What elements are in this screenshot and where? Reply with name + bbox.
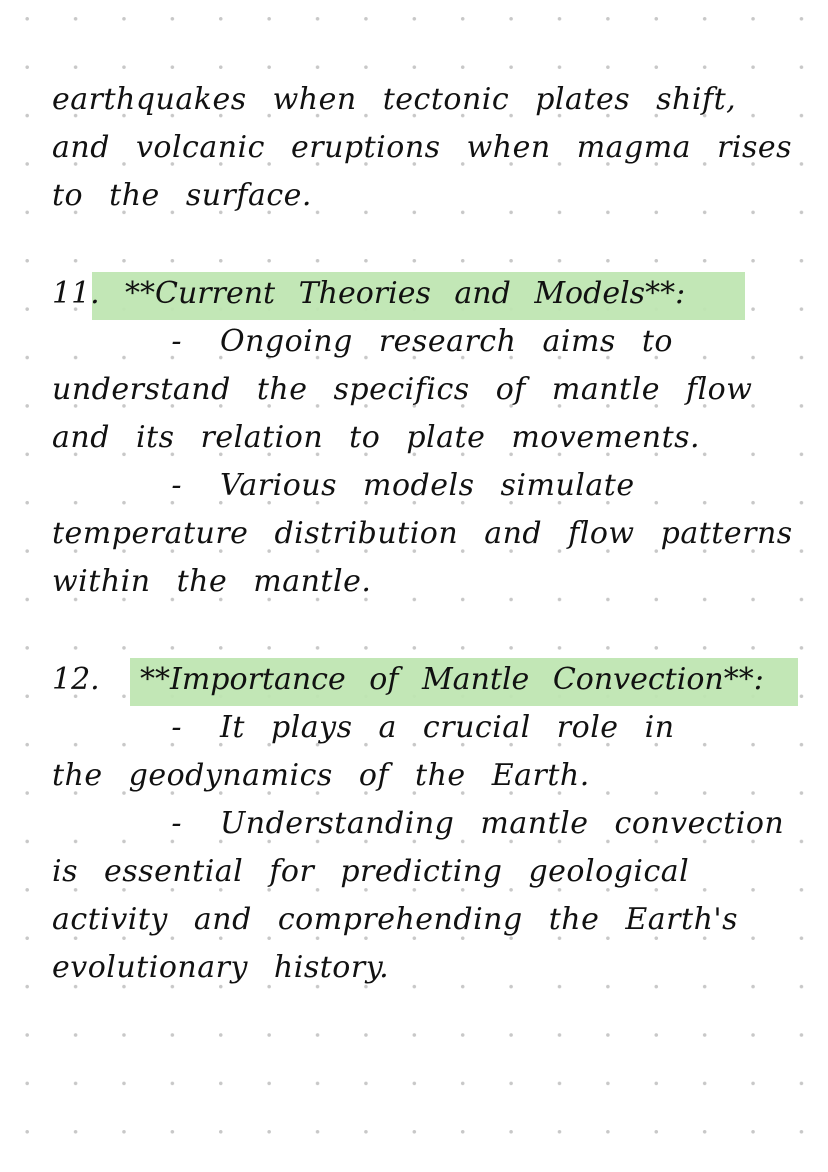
text-line: is essential for predicting geological <box>52 854 690 889</box>
section-heading: **Importance of Mantle Convection**: <box>140 662 764 697</box>
bullet-item <box>52 708 675 748</box>
bullet-text: Ongoing research aims to <box>220 324 673 359</box>
bullet-dash: - <box>171 324 182 359</box>
bullet-item <box>52 322 673 362</box>
bullet-dash: - <box>171 806 182 841</box>
bullet-dash: - <box>171 710 182 745</box>
section-number: 12. <box>52 662 100 697</box>
section-number: 11. <box>52 276 100 311</box>
intro-line: to the surface. <box>52 178 312 213</box>
text-line: temperature distribution and flow patterns <box>52 516 793 551</box>
text-line: activity and comprehending the Earth's <box>52 902 739 937</box>
bullet-dash: - <box>171 468 182 503</box>
intro-line: earthquakes when tectonic plates shift, <box>52 82 737 117</box>
bullet-text: It plays a crucial role in <box>220 710 675 745</box>
bullet-item <box>52 804 784 844</box>
text-line: within the mantle. <box>52 564 372 599</box>
bullet-text: Understanding mantle convection <box>220 806 785 841</box>
text-line: evolutionary history. <box>52 950 390 985</box>
text-line: and its relation to plate movements. <box>52 420 701 455</box>
text-line: understand the specifics of mantle flow <box>52 372 753 407</box>
section-heading: **Current Theories and Models**: <box>125 276 686 311</box>
bullet-item <box>52 466 635 506</box>
text-line: the geodynamics of the Earth. <box>52 758 590 793</box>
intro-line: and volcanic eruptions when magma rises <box>52 130 793 165</box>
bullet-text: Various models simulate <box>220 468 635 503</box>
